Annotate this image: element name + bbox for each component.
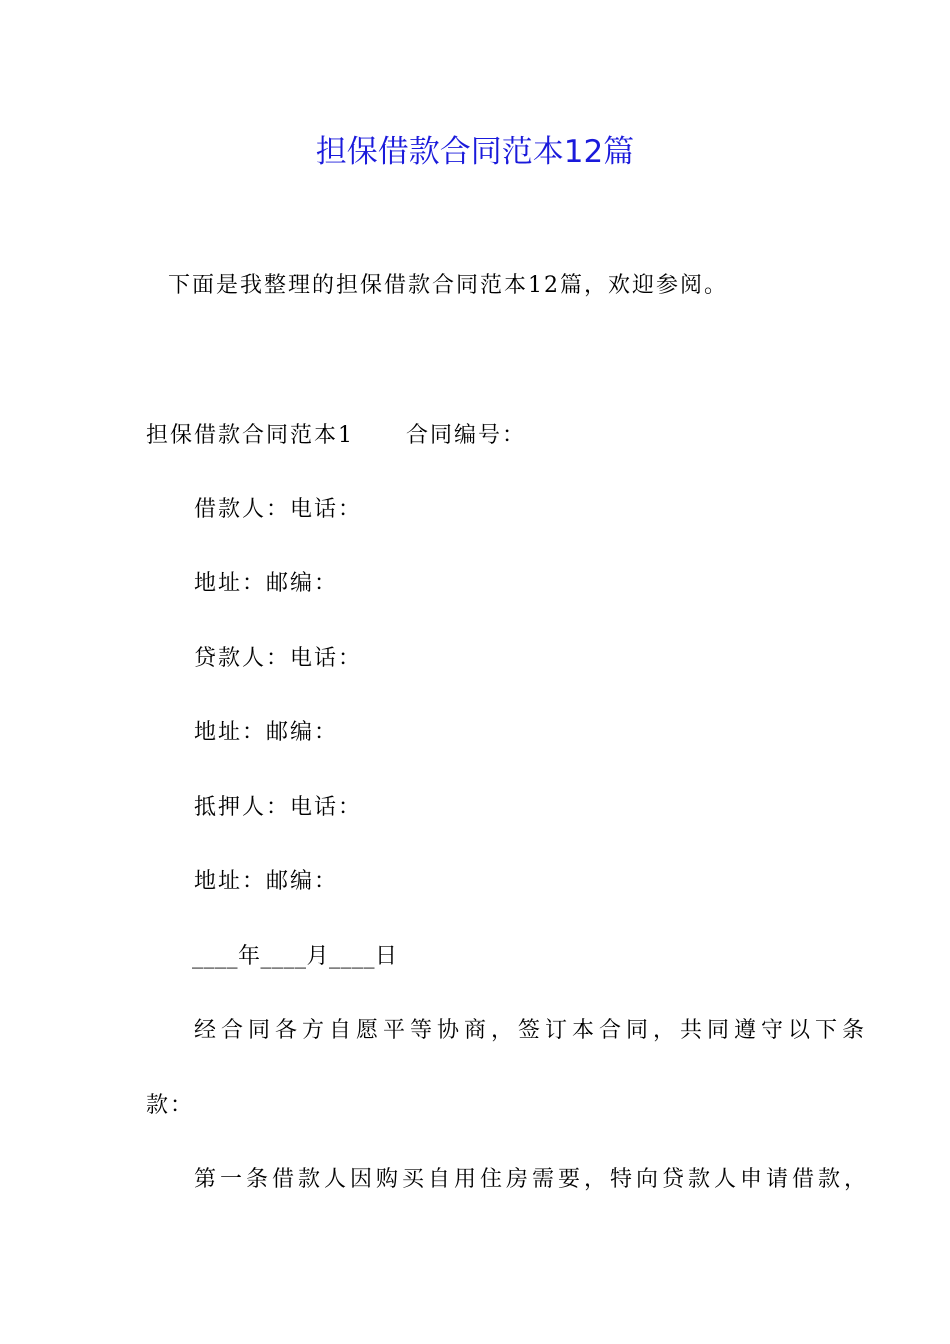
mortgagor-field: 抵押人：电话： (194, 795, 363, 820)
lender-address-field: 地址：邮编： (194, 720, 339, 745)
section-heading-row (146, 421, 526, 451)
paragraph-1-line-1: 经合同各方自愿平等协商，签订本合同，共同遵守以下条 (194, 1018, 870, 1043)
intro-text: 下面是我整理的担保借款合同范本12篇，欢迎参阅。 (168, 273, 728, 298)
date-line: ____年____月____日 (192, 944, 398, 969)
lender-field: 贷款人：电话： (194, 646, 363, 671)
borrower-field: 借款人：电话： (194, 497, 363, 522)
paragraph-2-line-1: 第一条借款人因购买自用住房需要，特向贷款人申请借款， (194, 1167, 871, 1192)
borrower-address-field: 地址：邮编： (194, 571, 339, 596)
section-heading: 担保借款合同范本1 (146, 423, 354, 448)
mortgagor-address-field: 地址：邮编： (194, 869, 339, 894)
contract-number-label: 合同编号： (406, 423, 527, 448)
paragraph-1-line-2: 款： (146, 1093, 195, 1118)
document-title: 担保借款合同范本12篇 (315, 134, 635, 170)
